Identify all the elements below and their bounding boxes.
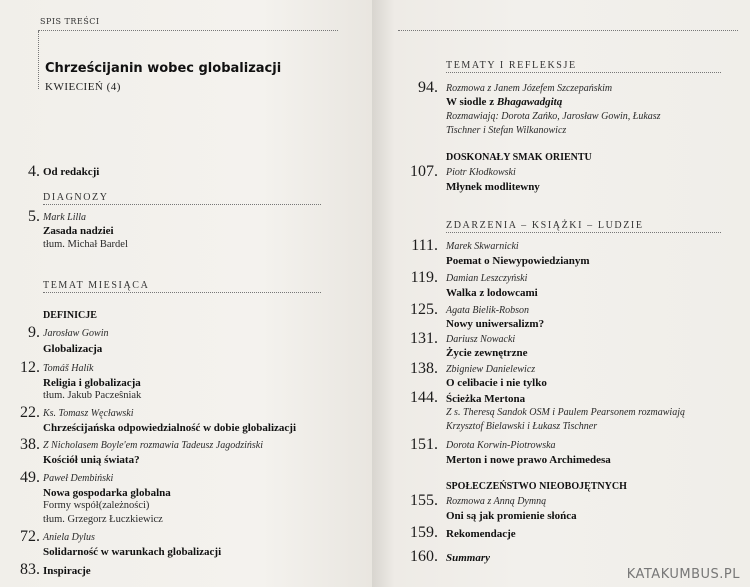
entry-title-italic: Bhagawadgitą bbox=[496, 96, 563, 108]
entry-title: Zasada nadziei bbox=[43, 225, 114, 237]
entry-title: Poemat o Niewypowiedzianym bbox=[446, 255, 590, 267]
subsection-heading-orient: DOSKONAŁY SMAK ORIENTU bbox=[446, 152, 592, 163]
page-number: 38. bbox=[20, 436, 40, 453]
page-number: 138. bbox=[410, 360, 438, 377]
entry-author: Rozmowa z Janem Józefem Szczepańskim bbox=[446, 83, 613, 94]
section-rule bbox=[446, 232, 721, 233]
entry-title: Walka z lodowcami bbox=[446, 287, 538, 299]
page-number: 72. bbox=[20, 528, 40, 545]
entry-title: Merton i nowe prawo Archimedesa bbox=[446, 454, 611, 466]
header-rule bbox=[38, 30, 338, 31]
entry-title: Młynek modlitewny bbox=[446, 181, 540, 193]
entry-title: O celibacie i nie tylko bbox=[446, 377, 547, 389]
entry-author: Dariusz Nowacki bbox=[446, 334, 516, 345]
entry-title: Nowy uniwersalizm? bbox=[446, 318, 545, 330]
entry-author: Mark Lilla bbox=[43, 212, 87, 223]
page-number: 131. bbox=[410, 330, 438, 347]
section-rule bbox=[43, 292, 321, 293]
page-number: 155. bbox=[410, 492, 438, 509]
entry-subtitle: Formy współ(zależności) bbox=[43, 500, 150, 511]
entry-title: Solidarność w warunkach globalizacji bbox=[43, 546, 222, 558]
page-number: 125. bbox=[410, 301, 438, 318]
entry-title: Rekomendacje bbox=[446, 528, 516, 540]
entry-author: Paweł Dembiński bbox=[43, 473, 114, 484]
page-number: 151. bbox=[410, 436, 438, 453]
entry-translator: tłum. Michał Bardel bbox=[43, 239, 128, 250]
page-number: 111. bbox=[411, 237, 438, 254]
page-number: 9. bbox=[28, 324, 40, 341]
entry-title-part: W siodle z bbox=[446, 96, 497, 108]
entry-author: Z Nicholasem Boyle'em rozmawia Tadeusz Jagodziński bbox=[43, 440, 264, 451]
entry-title: Życie zewnętrzne bbox=[446, 347, 528, 359]
entry-translator: tłum. Grzegorz Łuczkiewicz bbox=[43, 514, 163, 525]
entry-author: Jarosław Gowin bbox=[43, 328, 109, 339]
page-number: 107. bbox=[410, 163, 438, 180]
entry-title: Chrześcijańska odpowiedzialność w dobie globalizacji bbox=[43, 422, 297, 434]
entry-author: Rozmowa z Anną Dymną bbox=[446, 496, 547, 507]
running-header: SPIS TREŚCI bbox=[40, 17, 100, 26]
entry-interviewers: Z s. Theresą Sandok OSM i Paulem Pearsonem rozmawiają bbox=[446, 407, 685, 418]
entry-author: Damian Leszczyński bbox=[446, 273, 528, 284]
entry-interviewers: Rozmawiają: Dorota Zańko, Jarosław Gowin, Łukasz bbox=[446, 111, 661, 122]
header-rule bbox=[398, 30, 738, 31]
page-number: 83. bbox=[20, 561, 40, 578]
section-heading-zdarzenia: ZDARZENIA – KSIĄŻKI – LUDZIE bbox=[446, 220, 644, 231]
section-heading-tematy: TEMATY I REFLEKSJE bbox=[446, 60, 577, 71]
entry-author: Zbigniew Danielewicz bbox=[446, 364, 536, 375]
section-rule bbox=[446, 72, 721, 73]
section-rule bbox=[43, 204, 321, 205]
entry-title: Inspiracje bbox=[43, 565, 91, 577]
section-heading-temat: TEMAT MIESIĄCA bbox=[43, 280, 150, 291]
watermark: KATAKUMBUS.PL bbox=[626, 567, 740, 582]
header-vertical-rule bbox=[38, 31, 39, 89]
entry-author: Tomáš Halík bbox=[43, 363, 94, 374]
entry-title: Summary bbox=[446, 552, 491, 564]
page-number: 4. bbox=[28, 163, 40, 180]
page-number: 159. bbox=[410, 524, 438, 541]
entry-title: Kościół unią świata? bbox=[43, 454, 140, 466]
page-number: 144. bbox=[410, 389, 438, 406]
subsection-heading-definicje: DEFINICJE bbox=[43, 310, 97, 321]
entry-title: Globalizacja bbox=[43, 343, 103, 355]
entry-title: Ścieżka Mertona bbox=[446, 393, 526, 405]
page-number: 160. bbox=[410, 548, 438, 565]
entry-title: Nowa gospodarka globalna bbox=[43, 487, 171, 499]
entry-author: Agata Bielik-Robson bbox=[446, 305, 530, 316]
issue-month: KWIECIEŃ (4) bbox=[45, 81, 121, 93]
subsection-heading-spoleczenstwo: SPOŁECZEŃSTWO NIEOBOJĘTNYCH bbox=[446, 481, 627, 492]
page-number: 12. bbox=[20, 359, 40, 376]
entry-title bbox=[446, 96, 562, 108]
entry-title: Oni są jak promienie słońca bbox=[446, 510, 577, 522]
entry-author: Piotr Kłodkowski bbox=[446, 167, 516, 178]
entry-author: Dorota Korwin-Piotrowska bbox=[446, 440, 556, 451]
entry-title: Religia i globalizacja bbox=[43, 377, 141, 389]
page-number: 49. bbox=[20, 469, 40, 486]
issue-title: Chrześcijanin wobec globalizacji bbox=[45, 61, 282, 76]
entry-interviewers-cont: Krzysztof Bielawski i Łukasz Tischner bbox=[446, 421, 598, 432]
page-number: 94. bbox=[418, 79, 438, 96]
page-number: 119. bbox=[410, 269, 438, 286]
entry-author: Aniela Dylus bbox=[43, 532, 95, 543]
entry-interviewers-cont: Tischner i Stefan Wilkanowicz bbox=[446, 125, 567, 136]
section-heading-diagnozy: DIAGNOZY bbox=[43, 192, 109, 203]
entry-title: Od redakcji bbox=[43, 166, 100, 178]
page-number: 5. bbox=[28, 208, 40, 225]
entry-translator: tłum. Jakub Paczeŝniak bbox=[43, 390, 142, 401]
page-number: 22. bbox=[20, 404, 40, 421]
entry-author: Marek Skwarnicki bbox=[446, 241, 519, 252]
entry-author: Ks. Tomasz Węcławski bbox=[43, 408, 134, 419]
